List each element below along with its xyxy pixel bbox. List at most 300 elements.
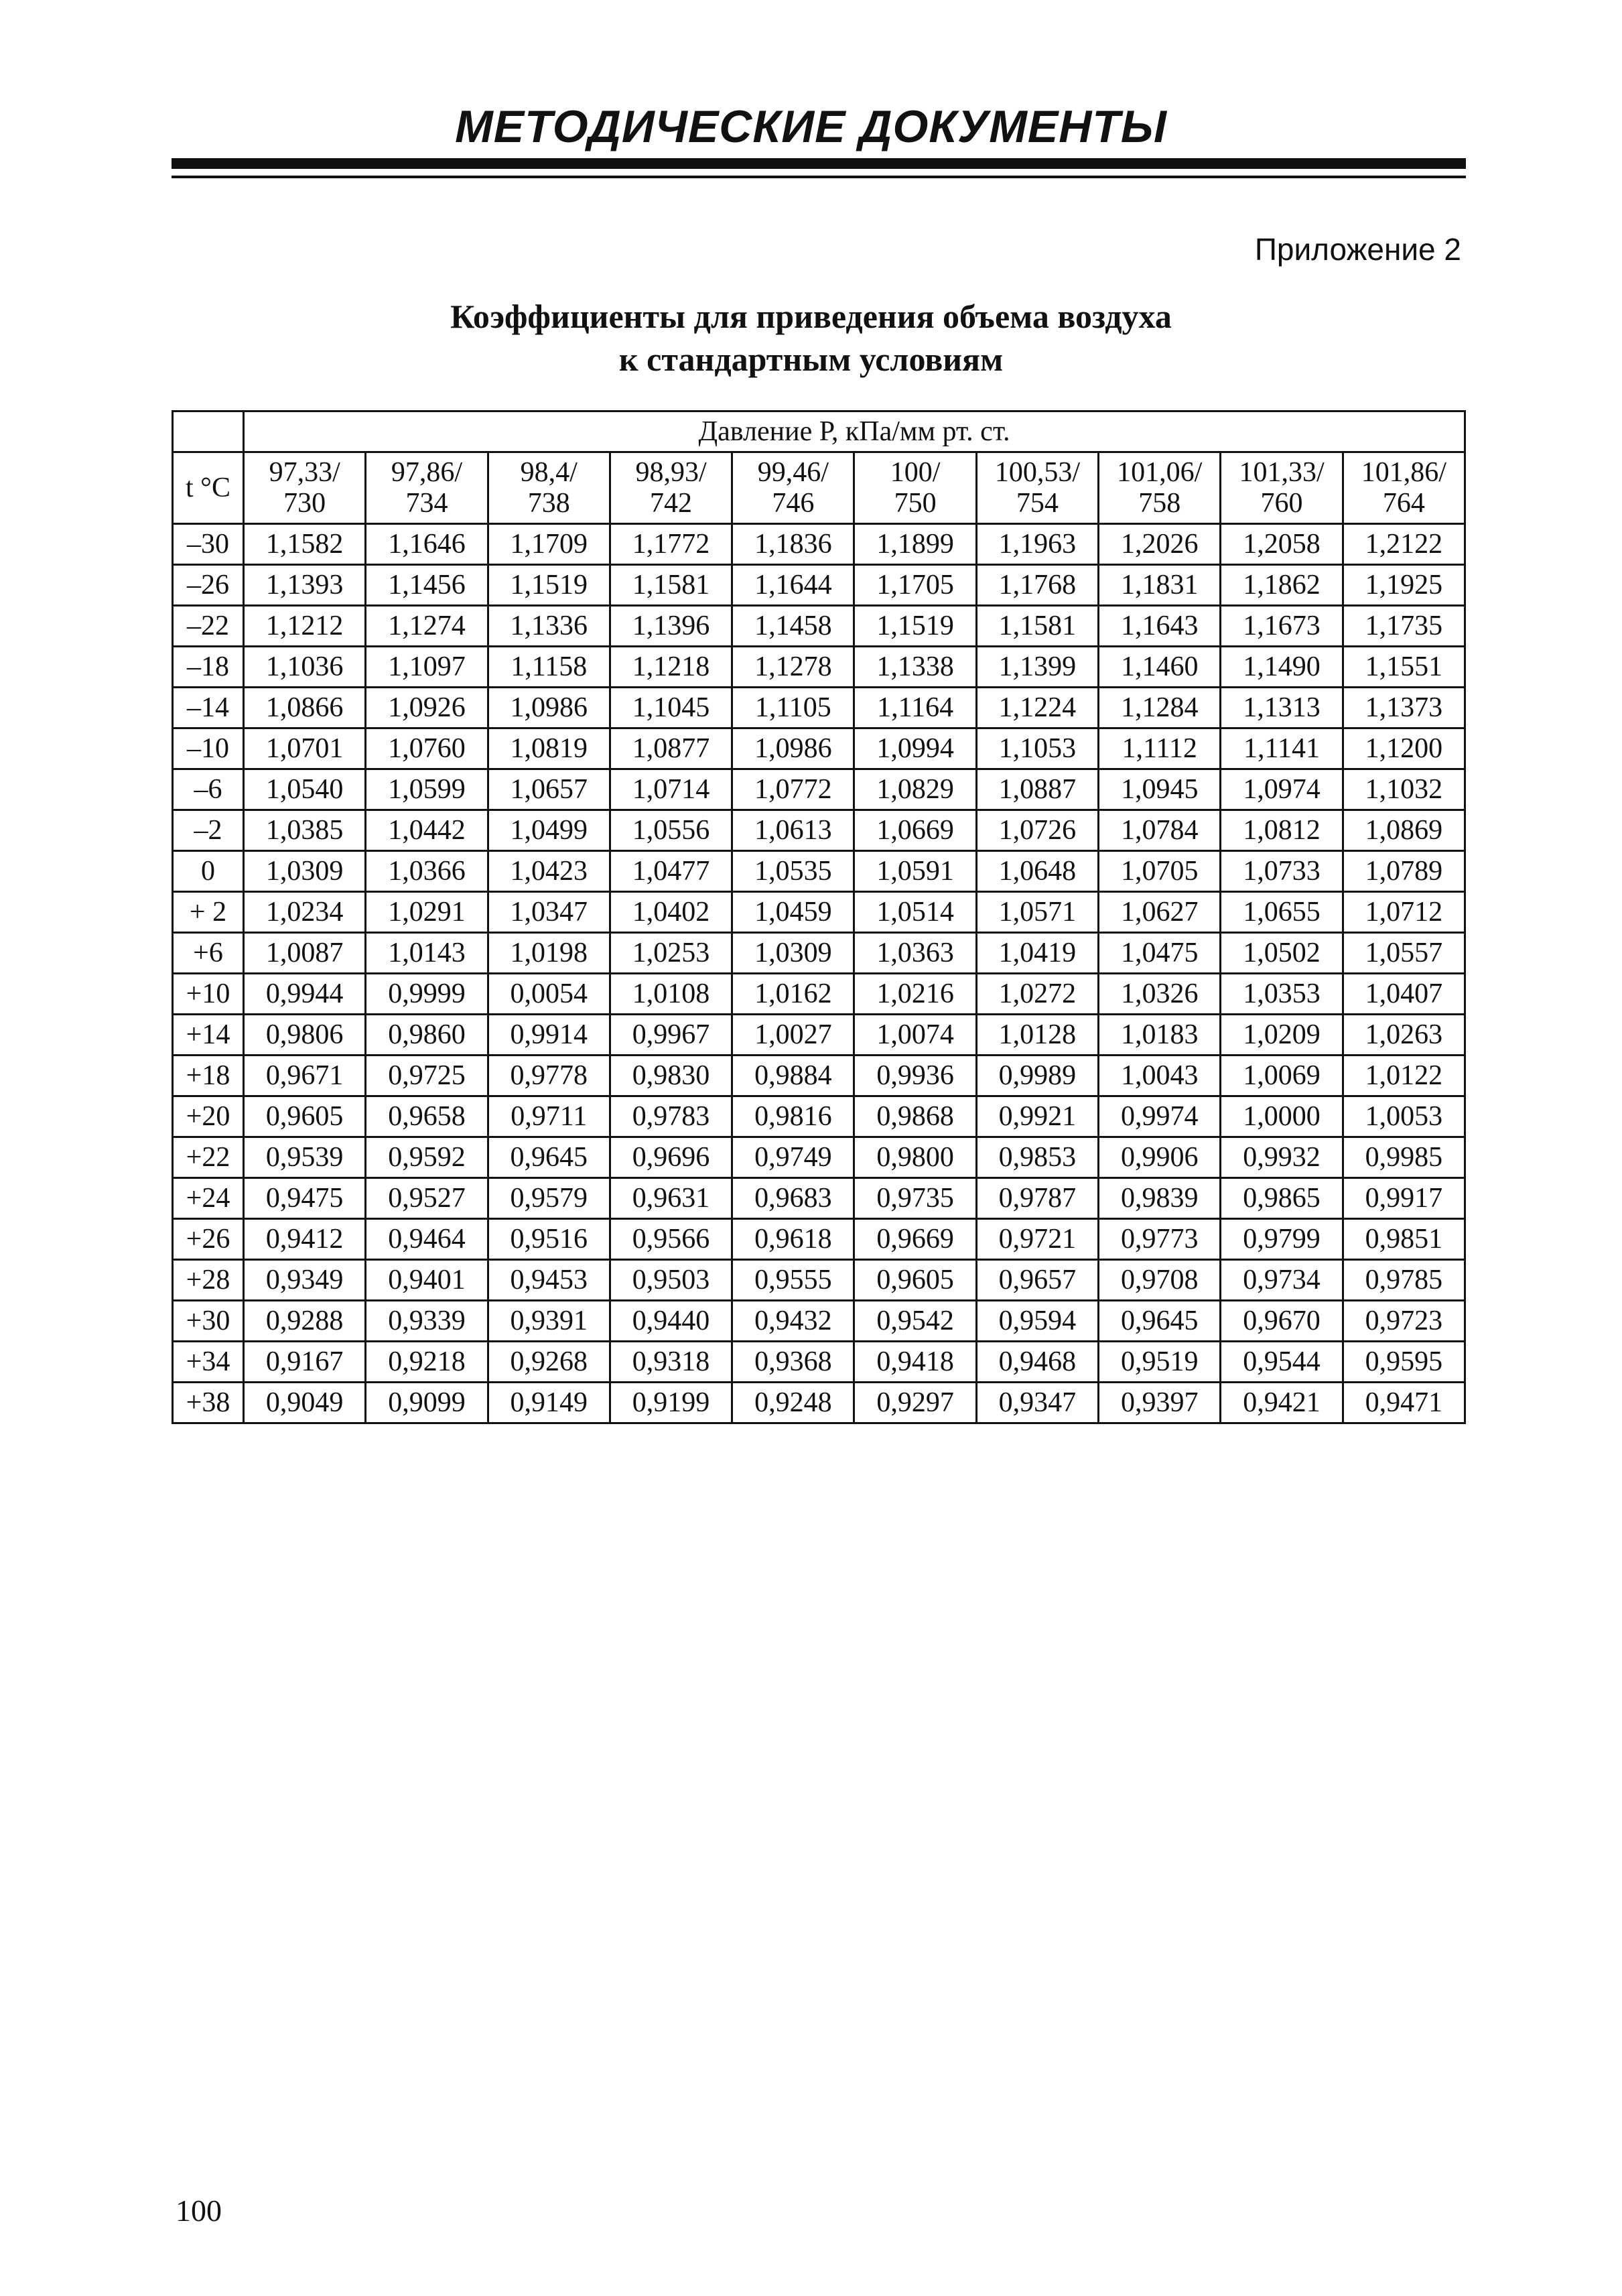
coefficient-cell: 1,0945 <box>1099 769 1221 810</box>
coefficient-cell: 1,1097 <box>366 647 488 688</box>
table-row <box>173 769 1465 810</box>
coefficient-cell: 0,9860 <box>366 1015 488 1056</box>
coefficient-cell: 0,9149 <box>488 1383 610 1423</box>
coefficient-cell: 1,1519 <box>488 565 610 606</box>
coefficient-cell: 0,9297 <box>854 1383 976 1423</box>
coefficient-cell: 0,9339 <box>366 1301 488 1342</box>
coefficient-cell: 0,9218 <box>366 1342 488 1383</box>
pressure-kpa: 101,33/ <box>1239 457 1325 488</box>
coefficient-cell: 1,1899 <box>854 524 976 565</box>
coefficient-cell: 0,9974 <box>1099 1096 1221 1137</box>
coefficient-cell: 0,9645 <box>488 1137 610 1178</box>
coefficient-cell: 0,9049 <box>244 1383 366 1423</box>
coefficient-cell: 0,9868 <box>854 1096 976 1137</box>
coefficient-cell: 1,0714 <box>610 769 732 810</box>
coefficient-cell: 0,9839 <box>1099 1178 1221 1219</box>
coefficient-cell: 0,9711 <box>488 1096 610 1137</box>
table-row <box>173 851 1465 892</box>
coefficient-cell: 1,0705 <box>1099 851 1221 892</box>
coefficient-cell: 1,1212 <box>244 606 366 647</box>
header-rule-thin <box>172 176 1466 178</box>
coefficient-cell: 1,1278 <box>732 647 854 688</box>
pressure-column-header <box>244 452 366 524</box>
coefficient-cell: 0,9806 <box>244 1015 366 1056</box>
coefficient-cell: 1,0419 <box>976 933 1098 974</box>
appendix-label: Приложение 2 <box>1254 232 1461 267</box>
coefficient-cell: 1,0869 <box>1343 810 1465 851</box>
coefficient-cell: 0,9349 <box>244 1260 366 1301</box>
coefficient-cell: 1,0053 <box>1343 1096 1465 1137</box>
coefficient-cell: 0,9288 <box>244 1301 366 1342</box>
pressure-kpa: 97,86/ <box>391 457 463 488</box>
coefficient-cell: 0,9683 <box>732 1178 854 1219</box>
coefficient-cell: 0,9944 <box>244 974 366 1015</box>
coefficient-cell: 1,0477 <box>610 851 732 892</box>
temperature-cell: –6 <box>173 769 244 810</box>
coefficient-cell: 0,9851 <box>1343 1219 1465 1260</box>
coefficient-cell: 0,9669 <box>854 1219 976 1260</box>
pressure-column-header <box>1221 452 1343 524</box>
coefficient-cell: 1,1313 <box>1221 688 1343 728</box>
table-row <box>173 1015 1465 1056</box>
coefficient-cell: 0,9595 <box>1343 1342 1465 1383</box>
coefficient-cell: 1,1141 <box>1221 728 1343 769</box>
page-number: 100 <box>176 2193 222 2228</box>
coefficient-cell: 0,9723 <box>1343 1301 1465 1342</box>
coefficient-cell: 0,9440 <box>610 1301 732 1342</box>
coefficient-cell: 1,1200 <box>1343 728 1465 769</box>
coefficient-cell: 1,0309 <box>244 851 366 892</box>
coefficient-cell: 1,1399 <box>976 647 1098 688</box>
pressure-column-header <box>1343 452 1465 524</box>
coefficient-cell: 1,1836 <box>732 524 854 565</box>
coefficient-cell: 1,0613 <box>732 810 854 851</box>
coefficient-cell: 1,1519 <box>854 606 976 647</box>
coefficient-cell: 0,9865 <box>1221 1178 1343 1219</box>
coefficient-cell: 1,0143 <box>366 933 488 974</box>
coefficient-cell: 1,0784 <box>1099 810 1221 851</box>
coefficient-cell: 1,0829 <box>854 769 976 810</box>
coefficient-cell: 0,9368 <box>732 1342 854 1383</box>
temperature-cell: +28 <box>173 1260 244 1301</box>
coefficient-cell: 0,9468 <box>976 1342 1098 1383</box>
temperature-cell: +34 <box>173 1342 244 1383</box>
table-row <box>173 565 1465 606</box>
coefficient-cell: 1,0499 <box>488 810 610 851</box>
coefficient-cell: 0,9605 <box>854 1260 976 1301</box>
table-row <box>173 1342 1465 1383</box>
coefficient-cell: 1,1032 <box>1343 769 1465 810</box>
coefficient-cell: 0,9391 <box>488 1301 610 1342</box>
temperature-cell: +20 <box>173 1096 244 1137</box>
coefficient-cell: 0,0054 <box>488 974 610 1015</box>
pressure-kpa: 97,33/ <box>269 457 340 488</box>
running-header-title: МЕТОДИЧЕСКИЕ ДОКУМЕНТЫ <box>455 101 1167 152</box>
pressure-column-header <box>1099 452 1221 524</box>
coefficient-cell: 0,9932 <box>1221 1137 1343 1178</box>
coefficient-cell: 1,0557 <box>1343 933 1465 974</box>
coefficient-cell: 0,9347 <box>976 1383 1098 1423</box>
coefficient-cell: 1,0789 <box>1343 851 1465 892</box>
coefficient-cell: 0,9527 <box>366 1178 488 1219</box>
pressure-kpa: 99,46/ <box>757 457 829 488</box>
coefficient-cell: 1,2026 <box>1099 524 1221 565</box>
coefficient-cell: 1,0887 <box>976 769 1098 810</box>
coefficient-cell: 0,9696 <box>610 1137 732 1178</box>
coefficient-cell: 0,9734 <box>1221 1260 1343 1301</box>
coefficient-cell: 1,1053 <box>976 728 1098 769</box>
coefficient-cell: 1,0772 <box>732 769 854 810</box>
table-row <box>173 1219 1465 1260</box>
temperature-cell: +38 <box>173 1383 244 1423</box>
table-row <box>173 1178 1465 1219</box>
coefficient-cell: 1,0209 <box>1221 1015 1343 1056</box>
coefficient-cell: 0,9412 <box>244 1219 366 1260</box>
coefficient-cell: 1,0459 <box>732 892 854 933</box>
coefficient-cell: 1,0385 <box>244 810 366 851</box>
coefficient-cell: 1,0540 <box>244 769 366 810</box>
coefficient-cell: 1,0502 <box>1221 933 1343 974</box>
coefficient-cell: 1,0291 <box>366 892 488 933</box>
coefficient-cell: 1,0726 <box>976 810 1098 851</box>
table-corner-cell <box>173 411 244 452</box>
coefficient-cell: 1,1112 <box>1099 728 1221 769</box>
coefficient-cell: 1,2122 <box>1343 524 1465 565</box>
coefficient-cell: 0,9199 <box>610 1383 732 1423</box>
coefficient-cell: 0,9605 <box>244 1096 366 1137</box>
document-title-line-1: Коэффициенты для приведения объема воздуха <box>450 298 1172 335</box>
coefficient-cell: 0,9816 <box>732 1096 854 1137</box>
coefficient-cell: 1,0423 <box>488 851 610 892</box>
coefficient-cell: 0,9853 <box>976 1137 1098 1178</box>
coefficient-cell: 0,9658 <box>366 1096 488 1137</box>
table-row <box>173 933 1465 974</box>
temperature-cell: –22 <box>173 606 244 647</box>
coefficient-cell: 1,1274 <box>366 606 488 647</box>
pressure-header: Давление Р, кПа/мм рт. ст. <box>244 411 1465 452</box>
coefficient-cell: 0,9397 <box>1099 1383 1221 1423</box>
coefficient-cell: 1,1551 <box>1343 647 1465 688</box>
coefficient-cell: 0,9418 <box>854 1342 976 1383</box>
document-title <box>0 295 1622 381</box>
coefficient-cell: 1,2058 <box>1221 524 1343 565</box>
temperature-cell: –14 <box>173 688 244 728</box>
coefficient-cell: 0,9268 <box>488 1342 610 1383</box>
coefficient-cell: 1,0655 <box>1221 892 1343 933</box>
temperature-cell: +26 <box>173 1219 244 1260</box>
coefficient-cell: 1,0000 <box>1221 1096 1343 1137</box>
coefficient-cell: 1,0571 <box>976 892 1098 933</box>
table-row <box>173 1137 1465 1178</box>
coefficient-cell: 0,9618 <box>732 1219 854 1260</box>
coefficient-cell: 0,9555 <box>732 1260 854 1301</box>
coefficient-cell: 0,9783 <box>610 1096 732 1137</box>
temperature-cell: +22 <box>173 1137 244 1178</box>
coefficient-cell: 1,0198 <box>488 933 610 974</box>
table-row <box>173 688 1465 728</box>
coefficient-cell: 0,9787 <box>976 1178 1098 1219</box>
temperature-header: t °С <box>173 452 244 524</box>
coefficient-cell: 1,1925 <box>1343 565 1465 606</box>
coefficient-cell: 1,0760 <box>366 728 488 769</box>
coefficient-cell: 0,9749 <box>732 1137 854 1178</box>
pressure-mmhg: 742 <box>650 488 693 519</box>
coefficient-cell: 1,0599 <box>366 769 488 810</box>
coefficient-cell: 0,9645 <box>1099 1301 1221 1342</box>
temperature-cell: –2 <box>173 810 244 851</box>
coefficient-cell: 0,9985 <box>1343 1137 1465 1178</box>
pressure-mmhg: 758 <box>1138 488 1181 519</box>
coefficient-cell: 0,9735 <box>854 1178 976 1219</box>
coefficient-cell: 0,9503 <box>610 1260 732 1301</box>
coefficient-cell: 1,0648 <box>976 851 1098 892</box>
temperature-cell: +14 <box>173 1015 244 1056</box>
coefficient-cell: 0,9432 <box>732 1301 854 1342</box>
pressure-mmhg: 764 <box>1382 488 1425 519</box>
coefficient-cell: 1,0183 <box>1099 1015 1221 1056</box>
coefficient-cell: 1,0819 <box>488 728 610 769</box>
coefficient-cell: 0,9167 <box>244 1342 366 1383</box>
table-row <box>173 606 1465 647</box>
coefficient-cell: 1,0974 <box>1221 769 1343 810</box>
coefficient-cell: 1,0994 <box>854 728 976 769</box>
coefficient-cell: 1,1218 <box>610 647 732 688</box>
coefficient-cell: 1,1456 <box>366 565 488 606</box>
coefficient-cell: 0,9464 <box>366 1219 488 1260</box>
pressure-mmhg: 746 <box>772 488 815 519</box>
coefficient-cell: 1,0986 <box>488 688 610 728</box>
coefficient-cell: 1,1224 <box>976 688 1098 728</box>
coefficient-cell: 1,1963 <box>976 524 1098 565</box>
pressure-mmhg: 760 <box>1260 488 1303 519</box>
temperature-cell: 0 <box>173 851 244 892</box>
coefficient-cell: 1,0442 <box>366 810 488 851</box>
coefficient-cell: 1,0407 <box>1343 974 1465 1015</box>
pressure-kpa: 98,4/ <box>520 457 578 488</box>
coefficient-cell: 1,0128 <box>976 1015 1098 1056</box>
coefficient-cell: 0,9248 <box>732 1383 854 1423</box>
coefficient-cell: 0,9542 <box>854 1301 976 1342</box>
coefficient-cell: 1,0043 <box>1099 1056 1221 1096</box>
coefficient-cell: 0,9544 <box>1221 1342 1343 1383</box>
coefficient-cell: 0,9967 <box>610 1015 732 1056</box>
coefficient-cell: 1,0627 <box>1099 892 1221 933</box>
coefficient-cell: 0,9453 <box>488 1260 610 1301</box>
coefficient-cell: 1,0986 <box>732 728 854 769</box>
pressure-kpa: 101,86/ <box>1361 457 1446 488</box>
coefficient-cell: 1,0027 <box>732 1015 854 1056</box>
coefficient-cell: 1,0657 <box>488 769 610 810</box>
coefficient-cell: 1,1490 <box>1221 647 1343 688</box>
coefficient-cell: 1,0162 <box>732 974 854 1015</box>
temperature-cell: –18 <box>173 647 244 688</box>
table-row <box>173 1301 1465 1342</box>
coefficient-cell: 1,0669 <box>854 810 976 851</box>
coefficient-cell: 1,0733 <box>1221 851 1343 892</box>
temperature-cell: –30 <box>173 524 244 565</box>
temperature-cell: +30 <box>173 1301 244 1342</box>
coefficient-cell: 1,1284 <box>1099 688 1221 728</box>
table-row <box>173 1260 1465 1301</box>
coefficient-cell: 1,0812 <box>1221 810 1343 851</box>
coefficient-cell: 0,9936 <box>854 1056 976 1096</box>
document-title-line-2: к стандартным условиям <box>618 340 1004 378</box>
temperature-cell: +10 <box>173 974 244 1015</box>
pressure-mmhg: 734 <box>405 488 448 519</box>
table-row <box>173 810 1465 851</box>
coefficient-cell: 1,0309 <box>732 933 854 974</box>
coefficient-cell: 0,9785 <box>1343 1260 1465 1301</box>
coefficient-cell: 1,1644 <box>732 565 854 606</box>
coefficient-cell: 1,0263 <box>1343 1015 1465 1056</box>
coefficient-cell: 1,1735 <box>1343 606 1465 647</box>
coefficient-cell: 1,0514 <box>854 892 976 933</box>
table-row <box>173 728 1465 769</box>
coefficient-cell: 1,0216 <box>854 974 976 1015</box>
pressure-kpa: 100,53/ <box>994 457 1081 488</box>
coefficient-cell: 1,0074 <box>854 1015 976 1056</box>
coefficient-cell: 0,9914 <box>488 1015 610 1056</box>
coefficient-cell: 0,9421 <box>1221 1383 1343 1423</box>
coefficient-cell: 1,0591 <box>854 851 976 892</box>
coefficient-cell: 0,9401 <box>366 1260 488 1301</box>
coefficient-cell: 1,0347 <box>488 892 610 933</box>
coefficient-cell: 1,1768 <box>976 565 1098 606</box>
pressure-column-header <box>488 452 610 524</box>
coefficient-cell: 0,9594 <box>976 1301 1098 1342</box>
coefficient-cell: 0,9778 <box>488 1056 610 1096</box>
coefficient-cell: 1,0108 <box>610 974 732 1015</box>
coefficient-cell: 0,9773 <box>1099 1219 1221 1260</box>
pressure-mmhg: 738 <box>527 488 570 519</box>
coefficient-cell: 1,0234 <box>244 892 366 933</box>
coefficient-cell: 1,0353 <box>1221 974 1343 1015</box>
coefficient-cell: 1,1581 <box>610 565 732 606</box>
coefficient-cell: 1,0877 <box>610 728 732 769</box>
coefficient-cell: 1,1643 <box>1099 606 1221 647</box>
temperature-cell: –10 <box>173 728 244 769</box>
coefficient-cell: 1,1709 <box>488 524 610 565</box>
coefficient-cell: 0,9592 <box>366 1137 488 1178</box>
coefficient-cell: 1,0926 <box>366 688 488 728</box>
coefficient-cell: 1,0712 <box>1343 892 1465 933</box>
coefficient-cell: 1,1460 <box>1099 647 1221 688</box>
coefficient-cell: 0,9921 <box>976 1096 1098 1137</box>
coefficient-cell: 0,9471 <box>1343 1383 1465 1423</box>
coefficient-cell: 1,0366 <box>366 851 488 892</box>
coefficient-cell: 1,1373 <box>1343 688 1465 728</box>
coefficient-cell: 0,9539 <box>244 1137 366 1178</box>
coefficient-cell: 0,9670 <box>1221 1301 1343 1342</box>
pressure-column-header <box>976 452 1098 524</box>
coefficient-cell: 0,9830 <box>610 1056 732 1096</box>
coefficient-cell: 0,9884 <box>732 1056 854 1096</box>
table-row <box>173 892 1465 933</box>
temperature-cell: +6 <box>173 933 244 974</box>
pressure-mmhg: 754 <box>1016 488 1059 519</box>
coefficient-cell: 0,9708 <box>1099 1260 1221 1301</box>
coefficient-cell: 1,1338 <box>854 647 976 688</box>
coefficient-cell: 1,1582 <box>244 524 366 565</box>
table-row <box>173 1383 1465 1423</box>
table-row <box>173 974 1465 1015</box>
coefficient-cell: 1,0701 <box>244 728 366 769</box>
coefficient-cell: 1,0402 <box>610 892 732 933</box>
temperature-cell: +24 <box>173 1178 244 1219</box>
temperature-cell: + 2 <box>173 892 244 933</box>
temperature-cell: +18 <box>173 1056 244 1096</box>
coefficient-cell: 0,9671 <box>244 1056 366 1096</box>
pressure-column-header <box>366 452 488 524</box>
coefficient-cell: 1,1164 <box>854 688 976 728</box>
coefficient-cell: 0,9099 <box>366 1383 488 1423</box>
pressure-column-header <box>854 452 976 524</box>
coefficient-cell: 0,9631 <box>610 1178 732 1219</box>
coefficient-cell: 0,9657 <box>976 1260 1098 1301</box>
coefficient-cell: 1,0363 <box>854 933 976 974</box>
coefficient-cell: 1,1158 <box>488 647 610 688</box>
coefficient-cell: 0,9721 <box>976 1219 1098 1260</box>
coefficient-cell: 1,1036 <box>244 647 366 688</box>
pressure-column-header <box>732 452 854 524</box>
table-row <box>173 647 1465 688</box>
coefficient-cell: 0,9799 <box>1221 1219 1343 1260</box>
coefficient-cell: 1,1646 <box>366 524 488 565</box>
coefficient-cell: 0,9519 <box>1099 1342 1221 1383</box>
coefficient-cell: 1,0122 <box>1343 1056 1465 1096</box>
coefficient-cell: 1,1831 <box>1099 565 1221 606</box>
coefficient-cell: 0,9725 <box>366 1056 488 1096</box>
coefficient-cell: 1,1393 <box>244 565 366 606</box>
table-row <box>173 524 1465 565</box>
coefficient-cell: 1,0087 <box>244 933 366 974</box>
coefficient-cell: 1,0866 <box>244 688 366 728</box>
coefficient-cell: 1,0253 <box>610 933 732 974</box>
coefficient-cell: 1,1336 <box>488 606 610 647</box>
coefficient-cell: 1,0556 <box>610 810 732 851</box>
coefficient-cell: 0,9917 <box>1343 1178 1465 1219</box>
coefficient-cell: 0,9566 <box>610 1219 732 1260</box>
table-row <box>173 1096 1465 1137</box>
coefficient-cell: 1,1673 <box>1221 606 1343 647</box>
coefficient-cell: 1,1396 <box>610 606 732 647</box>
coefficient-cell: 1,1581 <box>976 606 1098 647</box>
header-rule-thick <box>172 158 1466 169</box>
coefficient-table <box>172 410 1466 1424</box>
coefficient-cell: 1,0069 <box>1221 1056 1343 1096</box>
coefficient-cell: 1,1862 <box>1221 565 1343 606</box>
coefficient-cell: 1,1045 <box>610 688 732 728</box>
coefficient-cell: 1,0475 <box>1099 933 1221 974</box>
pressure-kpa: 101,06/ <box>1117 457 1203 488</box>
coefficient-cell: 1,1105 <box>732 688 854 728</box>
coefficient-cell: 0,9906 <box>1099 1137 1221 1178</box>
coefficient-cell: 0,9999 <box>366 974 488 1015</box>
temperature-cell: –26 <box>173 565 244 606</box>
coefficient-cell: 1,0326 <box>1099 974 1221 1015</box>
coefficient-cell: 0,9475 <box>244 1178 366 1219</box>
pressure-mmhg: 730 <box>283 488 326 519</box>
coefficient-cell: 1,1772 <box>610 524 732 565</box>
coefficient-cell: 1,0535 <box>732 851 854 892</box>
coefficient-cell: 0,9318 <box>610 1342 732 1383</box>
coefficient-cell: 0,9516 <box>488 1219 610 1260</box>
pressure-mmhg: 750 <box>894 488 937 519</box>
pressure-column-header <box>610 452 732 524</box>
table-row <box>173 1056 1465 1096</box>
coefficient-cell: 0,9579 <box>488 1178 610 1219</box>
coefficient-cell: 0,9989 <box>976 1056 1098 1096</box>
